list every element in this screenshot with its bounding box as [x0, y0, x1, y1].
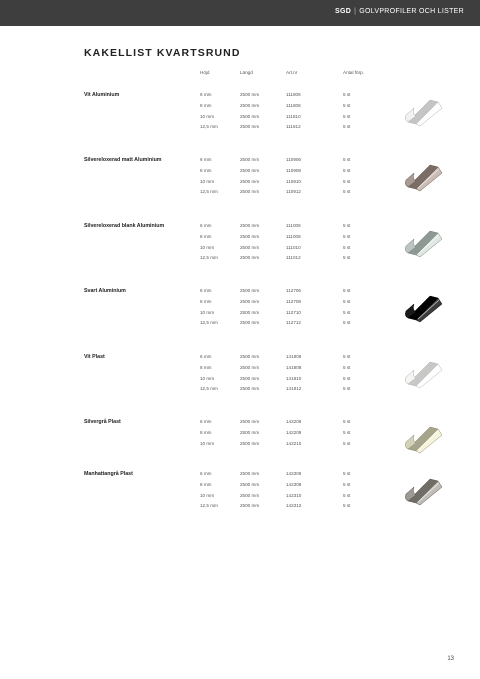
length-cell: 2500 mm — [240, 503, 260, 509]
article-number-cell: 111812 — [286, 124, 301, 130]
height-cell: 10 mm — [200, 440, 215, 446]
height-cell: 10 mm — [200, 309, 215, 315]
height-cell: 8 mm — [200, 481, 212, 487]
length-cell: 2500 mm — [240, 354, 260, 359]
length-cell: 2500 mm — [240, 419, 260, 424]
package-count-cell: 5 st — [343, 386, 351, 392]
package-count-cell: 5 st — [343, 178, 351, 184]
height-cell: 10 mm — [200, 113, 215, 119]
package-count-cell: 5 st — [343, 233, 351, 239]
page-number: 13 — [447, 656, 454, 662]
length-cell: 2500 mm — [240, 92, 260, 97]
length-cell: 2500 mm — [240, 124, 260, 130]
matt-silver-aluminium-profile — [400, 159, 446, 193]
length-cell: 2500 mm — [240, 364, 260, 370]
glossy-silver-aluminium-profile — [400, 225, 446, 259]
silver-grey-plastic-profile — [400, 421, 446, 455]
height-cell: 12,5 mm — [200, 503, 218, 509]
article-number-cell: 112706 — [286, 288, 301, 293]
length-cell: 2500 mm — [240, 440, 260, 446]
height-cell: 6 mm — [200, 288, 212, 293]
package-count-cell: 5 st — [343, 429, 351, 435]
length-cell: 2500 mm — [240, 471, 260, 476]
product-name: Svart Aluminium — [84, 288, 126, 294]
length-cell: 2500 mm — [240, 178, 260, 184]
height-cell: 8 mm — [200, 429, 212, 435]
package-count-cell: 5 st — [343, 440, 351, 446]
article-number-cell: 141810 — [286, 375, 302, 381]
article-number-cell: 142206 — [286, 419, 302, 424]
length-cell: 2500 mm — [240, 429, 260, 435]
article-number-cell: 141806 — [286, 354, 302, 359]
height-cell: 8 mm — [200, 364, 212, 370]
package-count-cell: 5 st — [343, 255, 351, 261]
product-name: Silvergrå Plast — [84, 419, 121, 425]
column-header-length: Längd — [240, 70, 253, 75]
length-cell: 2500 mm — [240, 492, 260, 498]
package-count-cell: 5 st — [343, 354, 351, 359]
article-number-cell: 110908 — [286, 167, 301, 173]
height-cell: 6 mm — [200, 157, 212, 162]
column-header-package: Antal förp. — [343, 70, 364, 75]
package-count-cell: 5 st — [343, 157, 351, 162]
product-name: Vit Plast — [84, 354, 105, 360]
product-name: Manhattangrå Plast — [84, 471, 133, 477]
column-header-height: Höjd — [200, 70, 210, 75]
package-count-cell: 5 st — [343, 309, 351, 315]
package-count-cell: 5 st — [343, 481, 351, 487]
column-header-article: Art.nr — [286, 70, 298, 75]
package-count-cell: 5 st — [343, 364, 351, 370]
height-cell: 8 mm — [200, 298, 212, 304]
article-number-cell: 110910 — [286, 178, 301, 184]
length-cell: 2500 mm — [240, 233, 260, 239]
article-number-cell: 110912 — [286, 189, 301, 195]
package-count-cell: 5 st — [343, 298, 351, 304]
height-cell: 6 mm — [200, 471, 212, 476]
product-name: Vit Aluminium — [84, 92, 120, 98]
length-cell: 2500 mm — [240, 244, 260, 250]
length-cell: 2500 mm — [240, 223, 260, 228]
article-number-cell: 112712 — [286, 320, 301, 326]
white-aluminium-profile — [400, 94, 446, 128]
package-count-cell: 5 st — [343, 124, 351, 130]
package-count-cell: 5 st — [343, 189, 351, 195]
article-number-cell: 142308 — [286, 481, 302, 487]
article-number-cell: 111012 — [286, 255, 301, 261]
package-count-cell: 5 st — [343, 113, 351, 119]
product-name: Silvereloxerad matt Aluminium — [84, 157, 162, 163]
package-count-cell: 5 st — [343, 244, 351, 250]
length-cell: 2500 mm — [240, 288, 260, 293]
article-number-cell: 111808 — [286, 102, 301, 108]
height-cell: 6 mm — [200, 419, 212, 424]
article-number-cell: 111010 — [286, 244, 301, 250]
height-cell: 10 mm — [200, 244, 215, 250]
article-number-cell: 142210 — [286, 440, 302, 446]
length-cell: 2500 mm — [240, 167, 260, 173]
brand-name: SGD — [335, 8, 352, 15]
length-cell: 2500 mm — [240, 386, 260, 392]
article-number-cell: 111806 — [286, 92, 301, 97]
length-cell: 2500 mm — [240, 157, 260, 162]
manhattan-grey-plastic-profile — [400, 473, 446, 507]
article-number-cell: 110906 — [286, 157, 301, 162]
height-cell: 8 mm — [200, 102, 212, 108]
length-cell: 2500 mm — [240, 375, 260, 381]
header-separator: | — [354, 8, 357, 15]
package-count-cell: 5 st — [343, 492, 351, 498]
article-number-cell: 141808 — [286, 364, 302, 370]
article-number-cell: 111008 — [286, 233, 301, 239]
length-cell: 2500 mm — [240, 298, 260, 304]
height-cell: 8 mm — [200, 167, 212, 173]
article-number-cell: 142306 — [286, 471, 302, 476]
height-cell: 6 mm — [200, 92, 212, 97]
article-number-cell: 112708 — [286, 298, 301, 304]
package-count-cell: 5 st — [343, 320, 351, 326]
article-number-cell: 142208 — [286, 429, 302, 435]
height-cell: 10 mm — [200, 492, 215, 498]
length-cell: 2500 mm — [240, 102, 260, 108]
length-cell: 2500 mm — [240, 481, 260, 487]
height-cell: 10 mm — [200, 178, 215, 184]
article-number-cell: 142310 — [286, 492, 302, 498]
height-cell: 6 mm — [200, 354, 212, 359]
length-cell: 2500 mm — [240, 320, 260, 326]
package-count-cell: 5 st — [343, 223, 351, 228]
article-number-cell: 111810 — [286, 113, 301, 119]
height-cell: 10 mm — [200, 375, 215, 381]
black-aluminium-profile — [400, 290, 446, 324]
length-cell: 2500 mm — [240, 113, 260, 119]
product-name: Silvereloxerad blank Aluminium — [84, 223, 165, 229]
height-cell: 12,5 mm — [200, 386, 218, 392]
package-count-cell: 5 st — [343, 375, 351, 381]
length-cell: 2500 mm — [240, 309, 260, 315]
article-number-cell: 141812 — [286, 386, 302, 392]
height-cell: 8 mm — [200, 233, 212, 239]
length-cell: 2500 mm — [240, 255, 260, 261]
length-cell: 2500 mm — [240, 189, 260, 195]
white-plastic-profile — [400, 356, 446, 390]
header-text — [335, 8, 464, 15]
article-number-cell: 142312 — [286, 503, 302, 509]
package-count-cell: 5 st — [343, 471, 351, 476]
package-count-cell: 5 st — [343, 419, 351, 424]
package-count-cell: 5 st — [343, 288, 351, 293]
section-name: GOLVPROFILER OCH LISTER — [359, 8, 464, 15]
height-cell: 6 mm — [200, 223, 212, 228]
height-cell: 12,5 mm — [200, 255, 218, 261]
page-title: KAKELLIST KVARTSRUND — [84, 47, 241, 59]
package-count-cell: 5 st — [343, 102, 351, 108]
package-count-cell: 5 st — [343, 503, 351, 509]
package-count-cell: 5 st — [343, 167, 351, 173]
article-number-cell: 111006 — [286, 223, 301, 228]
height-cell: 12,5 mm — [200, 320, 218, 326]
height-cell: 12,5 mm — [200, 124, 218, 130]
article-number-cell: 112710 — [286, 309, 301, 315]
package-count-cell: 5 st — [343, 92, 351, 97]
height-cell: 12,5 mm — [200, 189, 218, 195]
